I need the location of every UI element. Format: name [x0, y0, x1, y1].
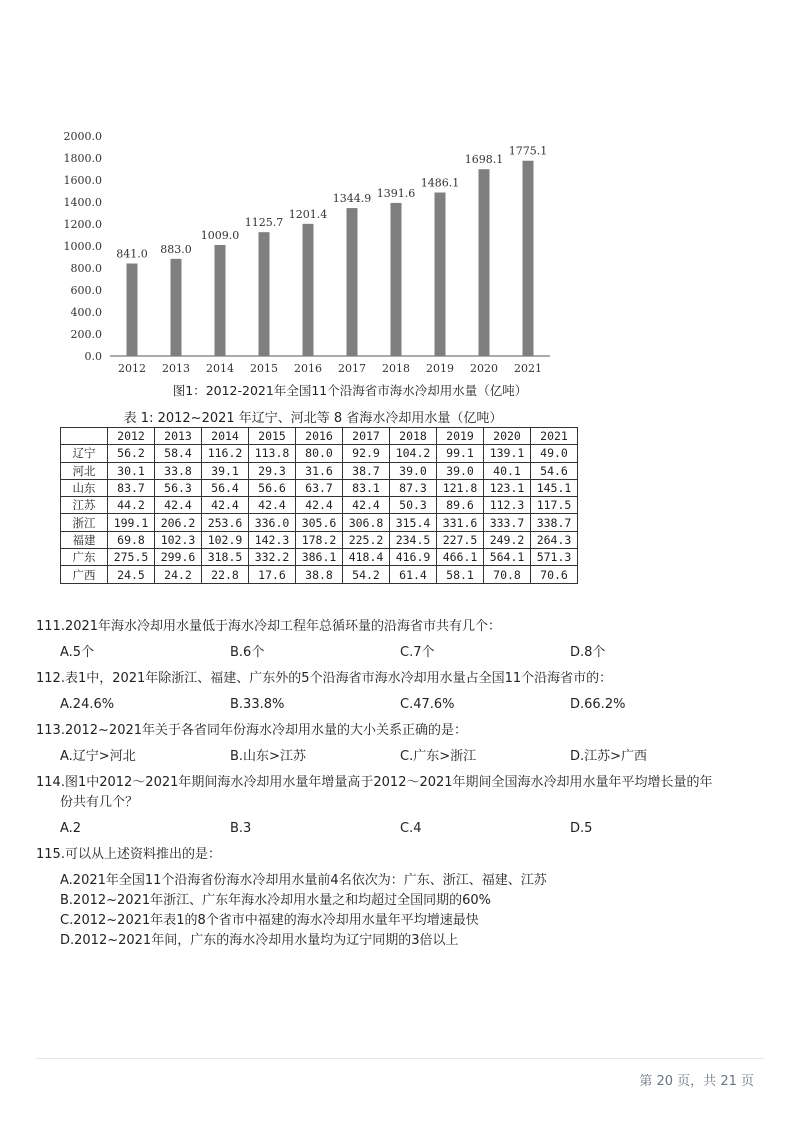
option-b[interactable]: B.2012~2021年浙江、广东年海水冷却用水量之和均超过全国同期的60% [60, 893, 492, 908]
option-list [36, 871, 776, 951]
value-cell: 123.1 [484, 479, 531, 496]
table-header-row [61, 428, 578, 445]
value-cell: 275.5 [108, 549, 155, 566]
value-cell: 299.6 [155, 549, 202, 566]
x-tick-label-2019: 2019 [426, 362, 454, 375]
value-cell: 69.8 [108, 531, 155, 548]
value-cell: 102.9 [202, 531, 249, 548]
option-b[interactable]: B.山东>江苏 [230, 749, 306, 764]
value-cell: 99.1 [437, 445, 484, 462]
y-tick-label: 1400.0 [63, 196, 102, 209]
option-d[interactable]: D.江苏>广西 [570, 749, 648, 764]
value-cell: 87.3 [390, 479, 437, 496]
value-cell: 58.1 [437, 566, 484, 583]
value-cell: 39.0 [437, 462, 484, 479]
question-section [36, 617, 776, 953]
option-d[interactable]: D.5 [570, 821, 593, 836]
data-label-2012: 841.0 [116, 247, 148, 261]
table-row [61, 462, 578, 479]
option-d[interactable]: D.8个 [570, 645, 606, 660]
value-cell: 104.2 [390, 445, 437, 462]
table-row [61, 445, 578, 462]
question-112 [36, 669, 776, 715]
bar-2015 [259, 232, 270, 356]
data-label-2017: 1344.9 [332, 192, 372, 206]
value-cell: 56.4 [202, 479, 249, 496]
value-cell: 112.3 [484, 497, 531, 514]
chart-bars [127, 161, 534, 356]
table-row [61, 531, 578, 548]
x-tick-label-2020: 2020 [470, 362, 498, 375]
question-stem-line1: 114.图1中2012～2021年期间海水冷却用水量年增量高于2012～2021年期间全国海水冷却用水量年平均增长量的年 [36, 775, 713, 790]
question-stem: 115.可以从上述资料推出的是： [36, 847, 221, 862]
y-tick-label: 1600.0 [63, 174, 102, 187]
table-body [61, 445, 578, 583]
y-tick-label: 1200.0 [63, 218, 102, 231]
option-d[interactable]: D.66.2% [570, 697, 626, 712]
value-cell: 305.6 [296, 514, 343, 531]
question-115 [36, 845, 776, 951]
value-cell: 31.6 [296, 462, 343, 479]
value-cell: 199.1 [108, 514, 155, 531]
value-cell: 416.9 [390, 549, 437, 566]
table-header-2015: 2015 [249, 428, 296, 445]
value-cell: 22.8 [202, 566, 249, 583]
value-cell: 38.7 [343, 462, 390, 479]
value-cell: 56.2 [108, 445, 155, 462]
value-cell: 63.7 [296, 479, 343, 496]
value-cell: 70.8 [484, 566, 531, 583]
option-c[interactable]: C.4 [400, 821, 422, 836]
option-d[interactable]: D.2012~2021年间，广东的海水冷却用水量均为辽宁同期的3倍以上 [60, 933, 459, 948]
bar-chart [60, 118, 570, 398]
question-113 [36, 721, 776, 767]
table-row [61, 514, 578, 531]
value-cell: 249.2 [484, 531, 531, 548]
y-tick-label: 2000.0 [63, 130, 102, 143]
value-cell: 145.1 [531, 479, 578, 496]
value-cell: 70.6 [531, 566, 578, 583]
value-cell: 17.6 [249, 566, 296, 583]
bar-2013 [171, 259, 182, 356]
option-a[interactable]: A.5个 [60, 645, 95, 660]
value-cell: 83.1 [343, 479, 390, 496]
value-cell: 42.4 [249, 497, 296, 514]
y-tick-label: 200.0 [70, 328, 102, 341]
x-tick-label-2016: 2016 [294, 362, 322, 375]
table-header-2021: 2021 [531, 428, 578, 445]
value-cell: 39.0 [390, 462, 437, 479]
value-cell: 42.4 [202, 497, 249, 514]
value-cell: 142.3 [249, 531, 296, 548]
value-cell: 253.6 [202, 514, 249, 531]
y-tick-label: 400.0 [70, 306, 102, 319]
bar-2021 [523, 161, 534, 356]
value-cell: 102.3 [155, 531, 202, 548]
value-cell: 39.1 [202, 462, 249, 479]
table-header-2018: 2018 [390, 428, 437, 445]
bar-2017 [347, 208, 358, 356]
option-b[interactable]: B.33.8% [230, 697, 285, 712]
value-cell: 58.4 [155, 445, 202, 462]
x-tick-label-2012: 2012 [118, 362, 146, 375]
option-a[interactable]: A.2021年全国11个沿海省份海水冷却用水量前4名依次为：广东、浙江、福建、江苏 [60, 873, 547, 888]
data-label-2014: 1009.0 [200, 229, 240, 243]
value-cell: 80.0 [296, 445, 343, 462]
data-table [60, 427, 578, 584]
page-number: 第 20 页，共 21 页 [639, 1074, 754, 1089]
bar-2020 [479, 169, 490, 356]
y-tick-label: 600.0 [70, 284, 102, 297]
bar-2016 [303, 224, 314, 356]
province-cell: 福建 [61, 531, 108, 548]
province-cell: 辽宁 [61, 445, 108, 462]
footer-divider [36, 1058, 764, 1059]
value-cell: 42.4 [343, 497, 390, 514]
value-cell: 24.2 [155, 566, 202, 583]
option-a[interactable]: A.辽宁>河北 [60, 749, 136, 764]
value-cell: 564.1 [484, 549, 531, 566]
table-row [61, 479, 578, 496]
value-cell: 49.0 [531, 445, 578, 462]
province-cell: 浙江 [61, 514, 108, 531]
question-stem-line2: 份共有几个？ [60, 795, 139, 810]
value-cell: 56.6 [249, 479, 296, 496]
data-label-2021: 1775.1 [508, 144, 548, 158]
bar-2012 [127, 263, 138, 356]
province-cell: 江苏 [61, 497, 108, 514]
option-b[interactable]: B.3 [230, 821, 252, 836]
data-label-2020: 1698.1 [464, 153, 504, 167]
value-cell: 386.1 [296, 549, 343, 566]
value-cell: 92.9 [343, 445, 390, 462]
question-stem: 111.2021年海水冷却用水量低于海水冷却工程年总循环量的沿海省市共有几个： [36, 619, 502, 634]
value-cell: 54.6 [531, 462, 578, 479]
value-cell: 56.3 [155, 479, 202, 496]
value-cell: 336.0 [249, 514, 296, 531]
question-114 [36, 773, 776, 839]
value-cell: 89.6 [437, 497, 484, 514]
y-tick-label: 0.0 [84, 350, 102, 363]
data-label-2013: 883.0 [160, 242, 192, 256]
value-cell: 178.2 [296, 531, 343, 548]
value-cell: 315.4 [390, 514, 437, 531]
option-row [36, 747, 776, 767]
table-header-2013: 2013 [155, 428, 202, 445]
data-label-2018: 1391.6 [376, 186, 416, 200]
table-row [61, 497, 578, 514]
y-tick-label: 1800.0 [63, 152, 102, 165]
x-tick-label-2015: 2015 [250, 362, 278, 375]
option-b[interactable]: B.6个 [230, 645, 265, 660]
value-cell: 29.3 [249, 462, 296, 479]
option-a[interactable]: A.2 [60, 821, 82, 836]
option-a[interactable]: A.24.6% [60, 697, 115, 712]
value-cell: 466.1 [437, 549, 484, 566]
table-header-2014: 2014 [202, 428, 249, 445]
table-corner-cell [61, 428, 108, 445]
value-cell: 121.8 [437, 479, 484, 496]
value-cell: 40.1 [484, 462, 531, 479]
value-cell: 42.4 [296, 497, 343, 514]
bar-2014 [215, 245, 226, 356]
value-cell: 264.3 [531, 531, 578, 548]
option-c[interactable]: C.2012~2021年表1的8个省市中福建的海水冷却用水量年平均增速最快 [60, 913, 479, 928]
value-cell: 61.4 [390, 566, 437, 583]
value-cell: 33.8 [155, 462, 202, 479]
value-cell: 139.1 [484, 445, 531, 462]
y-tick-label: 1000.0 [63, 240, 102, 253]
value-cell: 333.7 [484, 514, 531, 531]
bar-2018 [391, 203, 402, 356]
data-label-2016: 1201.4 [288, 207, 328, 221]
data-label-2019: 1486.1 [420, 176, 460, 190]
table-row [61, 549, 578, 566]
x-tick-label-2018: 2018 [382, 362, 410, 375]
option-row [36, 695, 776, 715]
value-cell: 42.4 [155, 497, 202, 514]
bar-2019 [435, 193, 446, 356]
x-tick-label-2013: 2013 [162, 362, 190, 375]
value-cell: 38.8 [296, 566, 343, 583]
value-cell: 117.5 [531, 497, 578, 514]
value-cell: 418.4 [343, 549, 390, 566]
province-cell: 山东 [61, 479, 108, 496]
province-cell: 河北 [61, 462, 108, 479]
x-tick-label-2017: 2017 [338, 362, 366, 375]
table-header-2019: 2019 [437, 428, 484, 445]
question-stem: 112.表1中，2021年除浙江、福建、广东外的5个沿海省市海水冷却用水量占全国11个沿海省市的： [36, 671, 613, 686]
table-row [61, 566, 578, 583]
value-cell: 331.6 [437, 514, 484, 531]
province-cell: 广西 [61, 566, 108, 583]
value-cell: 227.5 [437, 531, 484, 548]
x-tick-label-2014: 2014 [206, 362, 234, 375]
table-header-2017: 2017 [343, 428, 390, 445]
value-cell: 571.3 [531, 549, 578, 566]
value-cell: 83.7 [108, 479, 155, 496]
value-cell: 332.2 [249, 549, 296, 566]
table-header-2020: 2020 [484, 428, 531, 445]
x-tick-label-2021: 2021 [514, 362, 542, 375]
table-title: 表 1: 2012~2021 年辽宁、河北等 8 省海水冷却用水量（亿吨） [123, 411, 503, 426]
value-cell: 44.2 [108, 497, 155, 514]
value-cell: 50.3 [390, 497, 437, 514]
option-c[interactable]: C.47.6% [400, 697, 455, 712]
table-header-2012: 2012 [108, 428, 155, 445]
table-header-2016: 2016 [296, 428, 343, 445]
province-cell: 广东 [61, 549, 108, 566]
value-cell: 116.2 [202, 445, 249, 462]
value-cell: 225.2 [343, 531, 390, 548]
value-cell: 113.8 [249, 445, 296, 462]
value-cell: 338.7 [531, 514, 578, 531]
value-cell: 24.5 [108, 566, 155, 583]
y-tick-label: 800.0 [70, 262, 102, 275]
value-cell: 54.2 [343, 566, 390, 583]
option-row [36, 643, 776, 663]
value-cell: 206.2 [155, 514, 202, 531]
option-c[interactable]: C.广东>浙江 [400, 749, 477, 764]
question-stem: 113.2012~2021年关于各省同年份海水冷却用水量的大小关系正确的是： [36, 723, 468, 738]
value-cell: 318.5 [202, 549, 249, 566]
data-label-2015: 1125.7 [244, 216, 284, 230]
value-cell: 30.1 [108, 462, 155, 479]
value-cell: 306.8 [343, 514, 390, 531]
option-c[interactable]: C.7个 [400, 645, 435, 660]
chart-caption: 图1：2012-2021年全国11个沿海省市海水冷却用水量（亿吨） [172, 383, 528, 398]
question-111 [36, 617, 776, 663]
option-row [36, 819, 776, 839]
value-cell: 234.5 [390, 531, 437, 548]
